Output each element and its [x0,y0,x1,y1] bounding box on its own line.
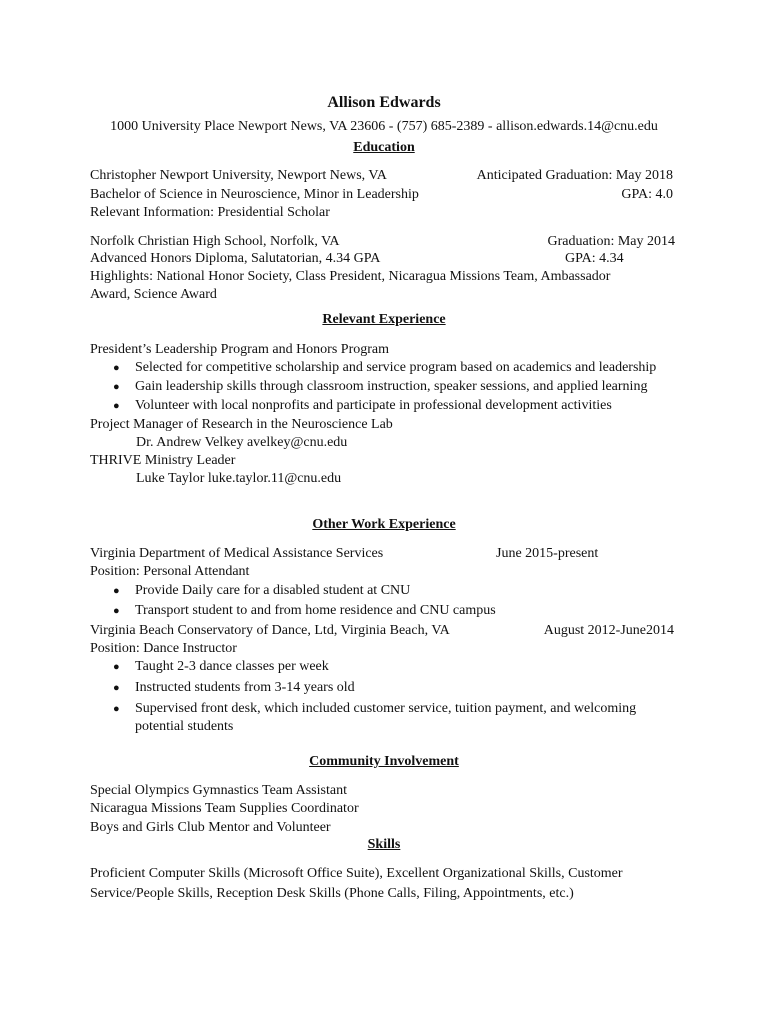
job2-dates: August 2012-June2014 [543,623,674,638]
job2-position: Position: Dance Instructor [90,641,237,656]
community-item-2: Nicaragua Missions Team Supplies Coordinator [90,801,359,816]
lab-role-title: Project Manager of Research in the Neuroscience Lab [90,417,393,432]
nchs-highlights-line2: Award, Science Award [90,287,217,302]
cnu-degree: Bachelor of Science in Neuroscience, Minor in Leadership [90,187,419,202]
bullet-icon: ● [113,661,120,673]
community-heading: Community Involvement [309,754,459,769]
nchs-highlights-line1: Highlights: National Honor Society, Class President, Nicaragua Missions Team, Ambassador [90,269,611,284]
other-work-heading: Other Work Experience [312,517,456,532]
skills-line-1: Proficient Computer Skills (Microsoft Office Suite), Excellent Organizational Skills, Customer [90,866,623,881]
job1-position: Position: Personal Attendant [90,564,250,579]
community-item-1: Special Olympics Gymnastics Team Assistant [90,783,347,798]
relevant-experience-heading: Relevant Experience [322,312,446,327]
skills-line-2: Service/People Skills, Reception Desk Skills (Phone Calls, Filing, Appointments, etc.) [90,886,574,901]
bullet-icon: ● [113,703,120,715]
bullet-icon: ● [113,682,120,694]
job2-bullet-3: Supervised front desk, which included customer service, tuition payment, and welcoming [135,701,637,716]
resume-name: Allison Edwards [327,94,441,111]
bullet-icon: ● [113,605,120,617]
community-item-3: Boys and Girls Club Mentor and Volunteer [90,820,331,835]
bullet-icon: ● [113,362,120,374]
job2-bullet-1: Taught 2-3 dance classes per week [135,659,329,674]
nchs-diploma: Advanced Honors Diploma, Salutatorian, 4.34 GPA [90,251,381,266]
cnu-gpa: GPA: 4.0 [621,187,673,202]
cnu-graduation: Anticipated Graduation: May 2018 [476,168,673,183]
bullet-icon: ● [113,585,120,597]
program-bullet-1: Selected for competitive scholarship and service program based on academics and leadership [135,360,657,375]
education-heading: Education [353,140,415,155]
bullet-icon: ● [113,381,120,393]
job1-employer: Virginia Department of Medical Assistance Services [90,546,384,561]
job1-bullet-2: Transport student to and from home residence and CNU campus [135,603,496,618]
job2-bullet-2: Instructed students from 3-14 years old [135,680,355,695]
program-bullet-2: Gain leadership skills through classroom instruction, speaker sessions, and applied learning [135,379,648,394]
bullet-icon: ● [113,400,120,412]
job2-employer: Virginia Beach Conservatory of Dance, Ltd, Virginia Beach, VA [90,623,450,638]
program-bullet-3: Volunteer with local nonprofits and participate in professional development activities [135,398,612,413]
leadership-program-title: President’s Leadership Program and Honors Program [90,342,389,357]
nchs-graduation: Graduation: May 2014 [547,234,675,249]
thrive-contact: Luke Taylor luke.taylor.11@cnu.edu [136,471,342,486]
job2-bullet-3-continued: potential students [135,719,234,734]
nchs-school: Norfolk Christian High School, Norfolk, VA [90,234,340,249]
skills-heading: Skills [367,837,401,852]
lab-contact: Dr. Andrew Velkey avelkey@cnu.edu [136,435,348,450]
contact-line: 1000 University Place Newport News, VA 23606 - (757) 685-2389 - allison.edwards.14@cnu.edu [110,119,658,134]
cnu-relevant-info: Relevant Information: Presidential Scholar [90,205,330,220]
job1-bullet-1: Provide Daily care for a disabled student at CNU [135,583,411,598]
nchs-gpa: GPA: 4.34 [565,251,624,266]
thrive-role-title: THRIVE Ministry Leader [90,453,236,468]
job1-dates: June 2015-present [496,546,599,561]
cnu-school: Christopher Newport University, Newport News, VA [90,168,387,183]
